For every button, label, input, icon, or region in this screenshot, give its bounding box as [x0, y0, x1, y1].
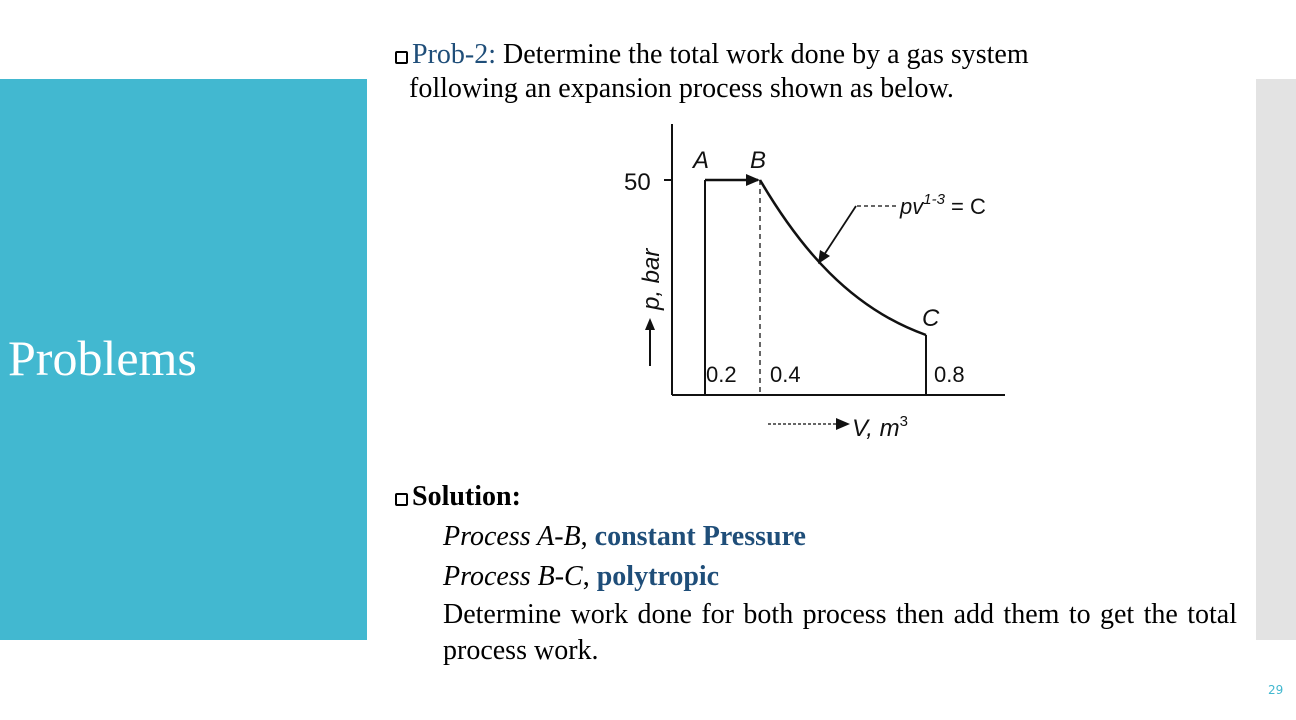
problem-text-line2: following an expansion process shown as below.	[409, 73, 954, 104]
constant-pressure-highlight: constant Pressure	[594, 521, 806, 552]
solution-section	[395, 477, 1237, 669]
x-axis-label: V, $m^3$	[852, 413, 908, 442]
y-tick-label: 50	[624, 169, 651, 196]
checkbox-bullet-icon	[395, 51, 408, 64]
solution-line-2: Process B-C, polytropic	[443, 561, 720, 592]
y-axis-label-group	[638, 248, 665, 366]
x-tick-label-1: 0.2	[706, 362, 737, 387]
solution-line-3: Determine work done for both process then add them to get the total process work.	[443, 599, 1237, 666]
page-number: 29	[1268, 683, 1284, 697]
polytropic-highlight: polytropic	[596, 561, 720, 592]
y-label-arrow-icon	[645, 318, 655, 330]
point-c-label: C	[922, 305, 940, 332]
solution-heading-row	[395, 477, 1237, 517]
solution-line-1: Process A-B, constant Pressure	[443, 521, 806, 552]
y-axis-label: p, bar	[638, 248, 665, 310]
x-label-arrow-icon	[836, 418, 850, 430]
section-title: Problems	[8, 330, 197, 386]
problem-label: Prob-2:	[412, 39, 496, 70]
problem-text-line1: Determine the total work done by a gas system	[496, 39, 1029, 70]
point-a-label: A	[693, 147, 710, 174]
x-tick-label-2: 0.4	[770, 362, 801, 387]
point-b-label: B	[750, 147, 767, 174]
checkbox-bullet-icon	[395, 493, 408, 506]
annotation-arrow-icon	[818, 250, 830, 264]
right-decorative-bar	[1256, 79, 1296, 640]
pv-diagram	[600, 118, 1020, 458]
solution-heading: Solution:	[412, 481, 521, 512]
problem-statement	[395, 38, 1235, 106]
process-a-b-arrow-icon	[746, 174, 760, 186]
x-tick-label-3: 0.8	[934, 362, 965, 387]
annotation-leader-line	[822, 206, 856, 258]
curve-equation-label: $pv^{1-3} = C$	[900, 191, 986, 219]
